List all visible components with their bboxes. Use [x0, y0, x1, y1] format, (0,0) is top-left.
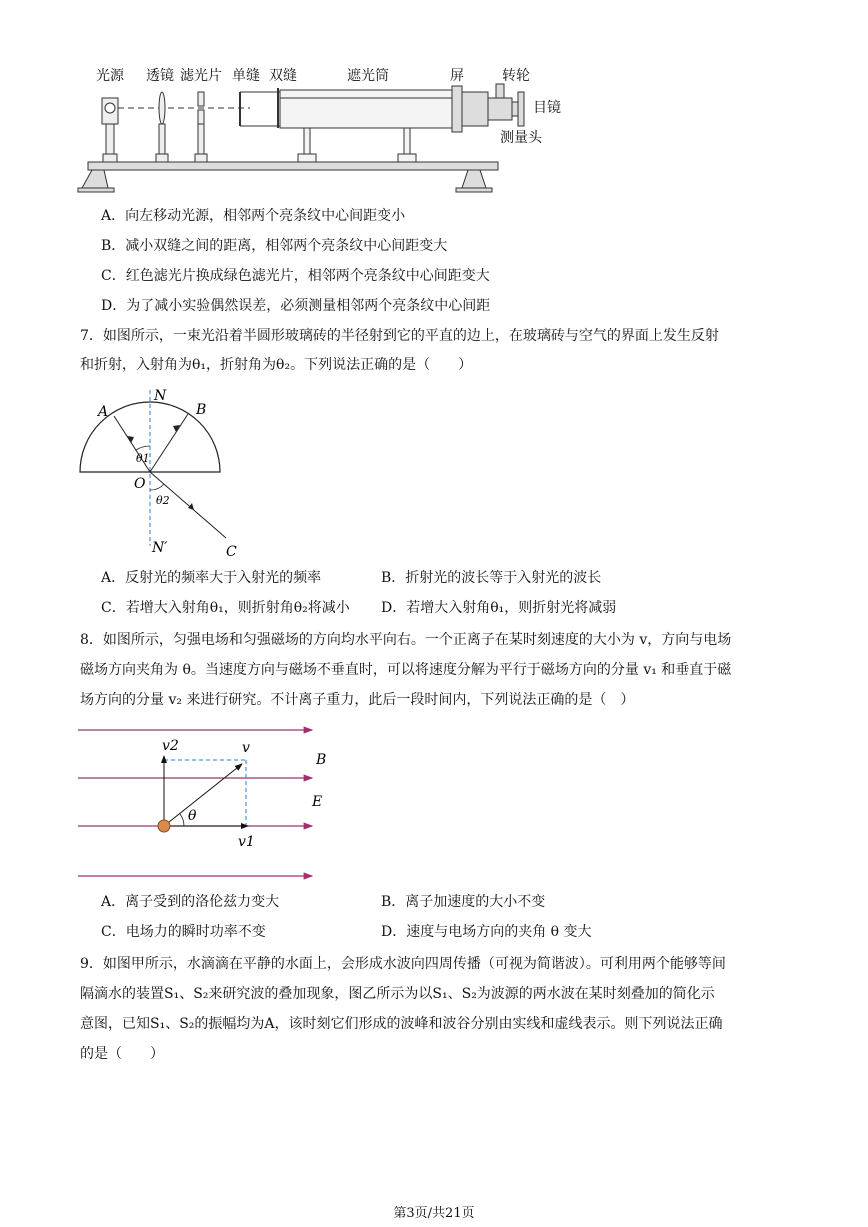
q9-stem-line4: 的是（ ）	[80, 1046, 164, 1062]
q7-option-b: B．折射光的波长等于入射光的波长	[381, 570, 602, 586]
q8-option-a: A．离子受到的洛伦兹力变大	[101, 894, 280, 910]
label-double-slit: 双缝	[269, 68, 297, 84]
q8-option-d: D．速度与电场方向的夹角 θ 变大	[381, 924, 592, 940]
label-light-source: 光源	[96, 68, 124, 84]
q6-option-b: B．减小双缝之间的距离，相邻两个亮条纹中心间距变大	[101, 238, 448, 254]
q9-stem-line1: 9．如图甲所示，水滴滴在平静的水面上，会形成水波向四周传播（可视为简谐波）。可利用两个能够等间	[80, 956, 726, 972]
label-n: N	[154, 388, 167, 404]
label-filter: 滤光片	[180, 68, 222, 84]
label-c: C	[226, 544, 237, 560]
label-theta1: θ1	[136, 452, 150, 465]
label-lens: 透镜	[146, 68, 174, 84]
label-b: B	[196, 402, 207, 418]
label-screen: 屏	[450, 68, 464, 84]
q9-stem-line2: 隔滴水的装置S₁、S₂来研究波的叠加现象，图乙所示为以S₁、S₂为波源的两水波在某时刻叠加的简化示	[80, 986, 715, 1002]
label-tube: 遮光筒	[347, 68, 389, 84]
q7-stem-line2: 和折射，入射角为θ₁，折射角为θ₂。下列说法正确的是（ ）	[80, 357, 473, 373]
label-a: A	[98, 404, 109, 420]
q8-option-b: B．离子加速度的大小不变	[381, 894, 546, 910]
refraction-diagram	[76, 386, 266, 562]
page-number: 第3页/共21页	[393, 1206, 475, 1221]
double-slit-apparatus-diagram	[70, 62, 570, 202]
q7-option-d: D．若增大入射角θ₁，则折射光将减弱	[381, 600, 617, 616]
label-measuring-head: 测量头	[500, 130, 542, 146]
label-theta: θ	[188, 808, 197, 824]
label-v1: v1	[238, 834, 255, 850]
q9-stem-line3: 意图，已知S₁、S₂的振幅均为A，该时刻它们形成的波峰和波谷分别由实线和虚线表示。则下列说法正确	[80, 1016, 723, 1032]
label-eyepiece: 目镜	[533, 100, 561, 116]
label-b-field: B	[316, 752, 327, 768]
q7-stem-line1: 7．如图所示，一束光沿着半圆形玻璃砖的半径射到它的平直的边上，在玻璃砖与空气的界面上发生反射	[80, 328, 719, 344]
label-wheel: 转轮	[502, 68, 530, 84]
q6-option-c: C．红色滤光片换成绿色滤光片，相邻两个亮条纹中心间距变大	[101, 268, 490, 284]
q6-option-d: D．为了减小实验偶然误差，必须测量相邻两个亮条纹中心间距	[101, 298, 491, 314]
label-o: O	[134, 476, 146, 492]
label-n-prime: N′	[152, 540, 168, 556]
label-e-field: E	[312, 794, 323, 810]
q8-option-c: C．电场力的瞬时功率不变	[101, 924, 266, 940]
q8-stem-line1: 8．如图所示，匀强电场和匀强磁场的方向均水平向右。一个正离子在某时刻速度的大小为 v，方向与电场	[80, 632, 732, 648]
q7-option-c: C．若增大入射角θ₁，则折射角θ₂将减小	[101, 600, 350, 616]
q7-option-a: A．反射光的频率大于入射光的频率	[101, 570, 322, 586]
field-velocity-diagram	[76, 722, 346, 882]
label-single-slit: 单缝	[232, 68, 260, 84]
q6-option-a: A．向左移动光源，相邻两个亮条纹中心间距变小	[101, 208, 406, 224]
label-theta2: θ2	[156, 494, 170, 507]
q8-stem-line2: 磁场方向夹角为 θ。当速度方向与磁场不垂直时，可以将速度分解为平行于磁场方向的分量 v₁ 和垂直于磁	[80, 662, 732, 678]
label-v2: v2	[162, 738, 179, 754]
label-v: v	[242, 740, 250, 756]
q8-stem-line3: 场方向的分量 v₂ 来进行研究。不计离子重力，此后一段时间内，下列说法正确的是（ ）	[80, 692, 635, 708]
